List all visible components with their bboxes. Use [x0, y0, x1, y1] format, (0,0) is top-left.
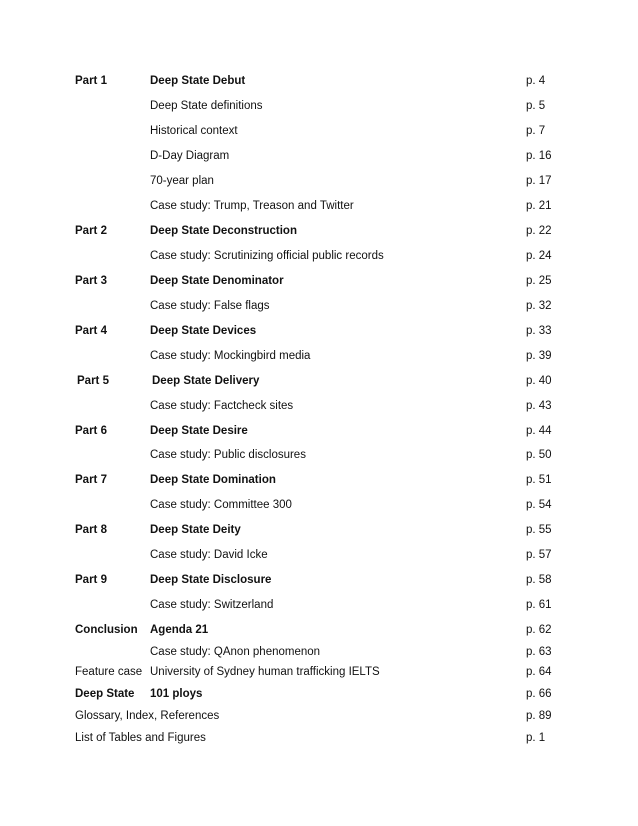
toc-row — [0, 148, 638, 164]
toc-page: p. 58 — [526, 574, 552, 586]
toc-row — [0, 223, 638, 239]
toc-row — [0, 522, 638, 538]
toc-row — [0, 423, 638, 439]
toc-title: Case study: Switzerland — [150, 599, 274, 611]
toc-title: Deep State Deity — [150, 524, 241, 536]
toc-title: Agenda 21 — [150, 624, 209, 636]
toc-row — [0, 547, 638, 563]
toc-page: p. 22 — [526, 225, 552, 237]
toc-title: Deep State Deconstruction — [150, 225, 297, 237]
toc-label: Part 7 — [75, 474, 107, 486]
toc-row — [0, 323, 638, 339]
toc-row — [0, 298, 638, 314]
toc-title: 101 ploys — [150, 688, 203, 700]
toc-label: Part 3 — [75, 275, 107, 287]
toc-row — [0, 273, 638, 289]
toc-page: p. 63 — [526, 646, 552, 658]
toc-page: p. 4 — [526, 75, 546, 87]
toc-row — [0, 497, 638, 513]
toc-row — [0, 447, 638, 463]
toc-row — [0, 348, 638, 364]
toc-title: Case study: Mockingbird media — [150, 350, 311, 362]
toc-row — [0, 597, 638, 613]
toc-page: p. 50 — [526, 449, 552, 461]
toc-row — [0, 622, 638, 638]
toc-title: Case study: False flags — [150, 300, 270, 312]
toc-row — [0, 472, 638, 488]
toc-label: Glossary, Index, References — [75, 710, 220, 722]
toc-row — [0, 73, 638, 89]
toc-row — [0, 373, 638, 389]
toc-row — [0, 123, 638, 139]
toc-label: Conclusion — [75, 624, 138, 636]
toc-row — [0, 686, 638, 702]
toc-page: p. 39 — [526, 350, 552, 362]
toc-title: Case study: David Icke — [150, 549, 268, 561]
toc-label: Part 5 — [77, 375, 109, 387]
toc-page: p. 64 — [526, 666, 552, 678]
toc-row — [0, 730, 638, 746]
toc-title: Historical context — [150, 125, 238, 137]
toc-page: p. 61 — [526, 599, 552, 611]
toc-title: Case study: Scrutinizing official public records — [150, 250, 384, 262]
toc-page: p. 43 — [526, 400, 552, 412]
toc-page: p. 7 — [526, 125, 546, 137]
toc-page: p. 25 — [526, 275, 552, 287]
toc-label: Part 8 — [75, 524, 107, 536]
toc-title: Case study: QAnon phenomenon — [150, 646, 321, 658]
toc-title: Case study: Committee 300 — [150, 499, 292, 511]
toc-title: Deep State Devices — [150, 325, 257, 337]
toc-page: p. 1 — [526, 732, 546, 744]
toc-title: Deep State Domination — [150, 474, 276, 486]
toc-title: Case study: Factcheck sites — [150, 400, 294, 412]
toc-row — [0, 644, 638, 660]
toc-page: p. 16 — [526, 150, 552, 162]
toc-title: D-Day Diagram — [150, 150, 230, 162]
toc-page: p. 55 — [526, 524, 552, 536]
toc-label: Part 9 — [75, 574, 107, 586]
toc-page: p. 51 — [526, 474, 552, 486]
toc-page: p. 21 — [526, 200, 552, 212]
toc-page: p. 5 — [526, 100, 546, 112]
toc-row — [0, 572, 638, 588]
toc-page: p. 44 — [526, 425, 552, 437]
toc-row — [0, 248, 638, 264]
toc-page: p. 89 — [526, 710, 552, 722]
toc-label: Part 2 — [75, 225, 107, 237]
toc-label: Feature case — [75, 666, 143, 678]
toc-page: p. 33 — [526, 325, 552, 337]
toc-page: p. 54 — [526, 499, 552, 511]
toc-row — [0, 173, 638, 189]
toc-title: Deep State definitions — [150, 100, 263, 112]
toc-title: 70-year plan — [150, 175, 214, 187]
toc-page: p. 32 — [526, 300, 552, 312]
toc-page: p. 17 — [526, 175, 552, 187]
toc-page: p. 57 — [526, 549, 552, 561]
toc-label: Part 4 — [75, 325, 107, 337]
toc-row — [0, 398, 638, 414]
toc-title: Deep State Disclosure — [150, 574, 272, 586]
toc-title: Deep State Delivery — [152, 375, 260, 387]
toc-row — [0, 98, 638, 114]
toc-label: List of Tables and Figures — [75, 732, 206, 744]
toc-title: Deep State Debut — [150, 75, 246, 87]
toc-title: Case study: Public disclosures — [150, 449, 306, 461]
toc-page: p. 40 — [526, 375, 552, 387]
toc-title: Case study: Trump, Treason and Twitter — [150, 200, 354, 212]
toc-row — [0, 664, 638, 680]
toc-page: p. 62 — [526, 624, 552, 636]
toc-row — [0, 198, 638, 214]
toc-title: Deep State Denominator — [150, 275, 284, 287]
toc-label: Part 6 — [75, 425, 107, 437]
toc-title: Deep State Desire — [150, 425, 248, 437]
toc-title: University of Sydney human trafficking IELTS — [150, 666, 380, 678]
toc-page: p. 66 — [526, 688, 552, 700]
toc-row — [0, 708, 638, 724]
toc-page: p. 24 — [526, 250, 552, 262]
toc-label: Deep State — [75, 688, 135, 700]
toc-label: Part 1 — [75, 75, 107, 87]
